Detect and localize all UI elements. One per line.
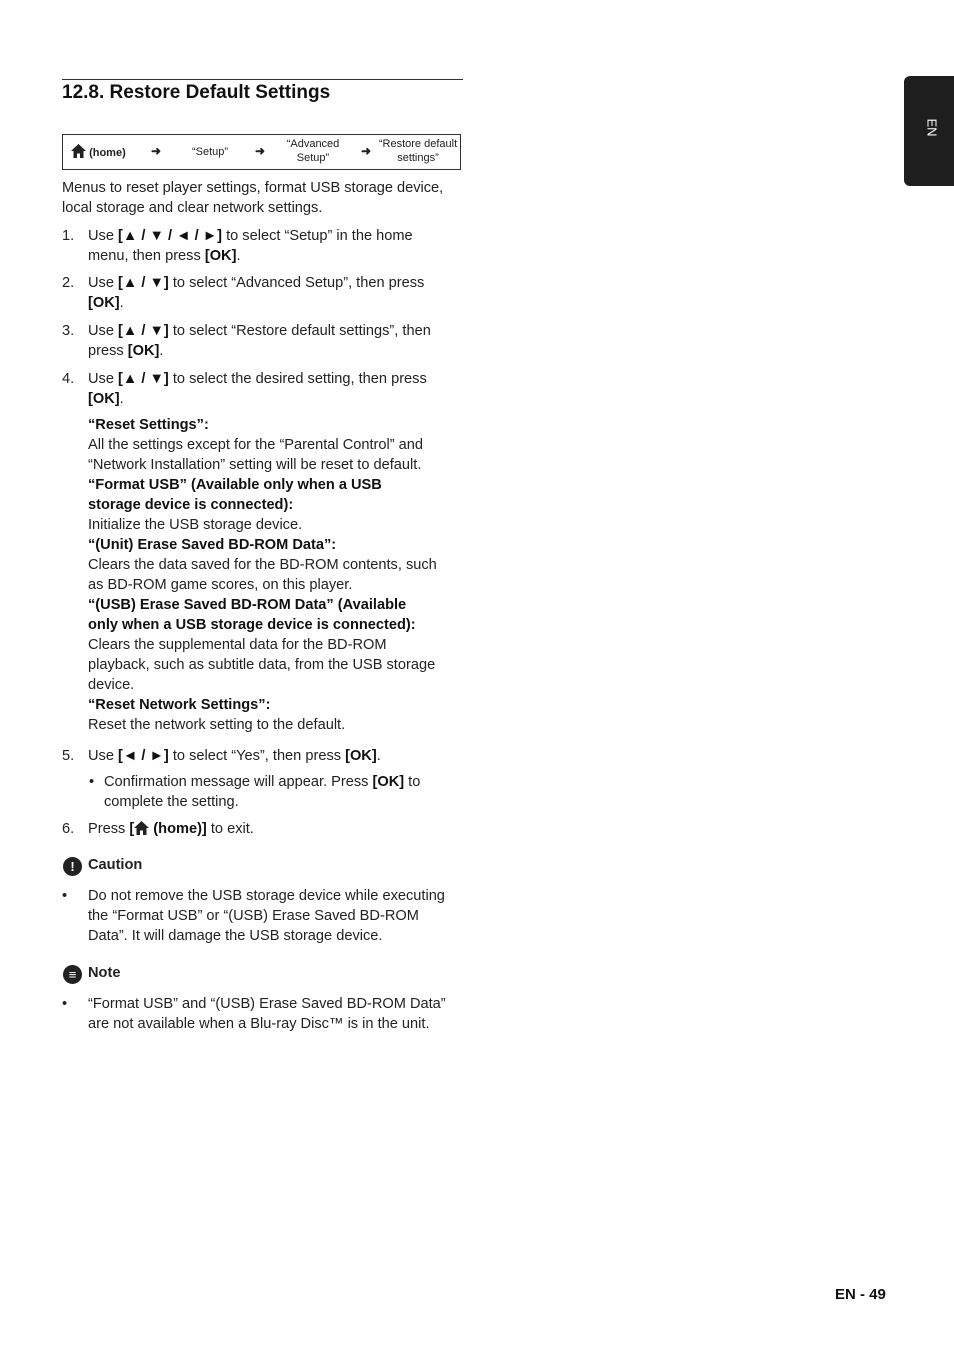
- ok-key-label: [OK]: [127, 343, 160, 359]
- section-title: 12.8. Restore Default Settings: [62, 82, 331, 103]
- option-reset-settings-title: “Reset Settings”:: [88, 417, 209, 433]
- options-list: [88, 415, 468, 735]
- key-label: [▲ / ▼]: [118, 323, 169, 339]
- option-text: Initialize the USB storage device.: [88, 517, 303, 533]
- nav-setup: “Setup”: [191, 146, 229, 158]
- note-label: Note: [88, 965, 121, 981]
- key-label: [▲ / ▼]: [118, 275, 169, 291]
- step-3: Use [▲ / ▼] to select “Restore default settings”, then press [OK].: [88, 323, 431, 359]
- step-5: Use [◄ / ►] to select “Yes”, then press [OK].: [88, 748, 381, 764]
- option-text: Clears the data saved for the BD-ROM contents, such: [88, 557, 437, 573]
- option-format-usb-title: storage device is connected):: [88, 497, 294, 513]
- option-reset-network-title: “Reset Network Settings”:: [88, 697, 271, 713]
- key-label: [▲ / ▼ / ◄ / ►]: [118, 228, 223, 244]
- home-icon: [71, 144, 86, 158]
- arrow-icon: ➜: [255, 144, 266, 158]
- step-number: 2.: [62, 275, 75, 291]
- text: Use: [88, 748, 119, 764]
- option-usb-erase-title: only when a USB storage device is connected):: [88, 617, 416, 633]
- note-line: are not available when a Blu-ray Disc™ is in the unit.: [88, 1016, 430, 1032]
- step-number: 3.: [62, 323, 75, 339]
- nav-home: [71, 144, 126, 160]
- text: to: [404, 774, 421, 790]
- nav-restore-default: [376, 137, 460, 165]
- option-text: as BD-ROM game scores, on this player.: [88, 577, 353, 593]
- text: menu, then press: [88, 248, 205, 264]
- ok-key-label: [OK]: [204, 248, 237, 264]
- ok-key-label: [OK]: [88, 295, 120, 311]
- nav-restore-line2: settings”: [397, 152, 439, 164]
- bullet: •: [62, 888, 68, 904]
- menu-path-box: [62, 134, 461, 170]
- note-text: [88, 994, 468, 1034]
- note-line: “Format USB” and “(USB) Erase Saved BD-ROM Data”: [88, 996, 446, 1012]
- caution-label: Caution: [88, 857, 143, 873]
- step-1: Use [▲ / ▼ / ◄ / ►] to select “Setup” in the home menu, then press [OK].: [88, 228, 413, 264]
- step-number: 5.: [62, 748, 75, 764]
- ok-key-label: [OK]: [372, 774, 405, 790]
- option-text: Clears the supplemental data for the BD-ROM: [88, 637, 387, 653]
- option-text: Reset the network setting to the default.: [88, 717, 346, 733]
- arrow-icon: ➜: [361, 144, 372, 158]
- ok-key-label: [OK]: [345, 748, 377, 764]
- text: to select “Restore default settings”, then: [168, 323, 431, 339]
- text: Use: [88, 275, 119, 291]
- text: Confirmation message will appear. Press: [104, 774, 373, 790]
- key-label: [▲ / ▼]: [118, 371, 169, 387]
- caution-text: [88, 886, 468, 946]
- text: to select “Setup” in the home: [222, 228, 413, 244]
- title-rule: [62, 79, 463, 80]
- page-number: EN - 49: [835, 1286, 886, 1303]
- ok-key-label: [OK]: [88, 391, 120, 407]
- step-4: Use [▲ / ▼] to select the desired setting, then press [OK].: [88, 371, 427, 407]
- language-tab-label: EN: [924, 118, 940, 137]
- bullet: •: [62, 996, 68, 1012]
- key-label: [: [129, 821, 135, 837]
- nav-advanced-line1: “Advanced: [286, 138, 340, 150]
- step-number: 6.: [62, 821, 75, 837]
- step-6: [88, 819, 468, 839]
- key-label: [◄ / ►]: [118, 748, 169, 764]
- text: to select “Yes”, then press: [168, 748, 346, 764]
- note-icon: ≡: [63, 965, 82, 984]
- text: to select “Advanced Setup”, then press: [168, 275, 425, 291]
- nav-restore-line1: “Restore default: [378, 138, 458, 150]
- option-text: All the settings except for the “Parental Control” and: [88, 437, 424, 453]
- language-tab: [904, 76, 954, 186]
- nav-advanced-line2: Setup”: [296, 152, 330, 164]
- caution-line: the “Format USB” or “(USB) Erase Saved BD-ROM: [88, 908, 419, 924]
- text: Use: [88, 228, 119, 244]
- nav-home-label: (home): [89, 147, 126, 159]
- option-format-usb-title: “Format USB” (Available only when a USB: [88, 477, 382, 493]
- text: Use: [88, 371, 119, 387]
- caution-icon: !: [63, 857, 82, 876]
- text: press: [88, 343, 128, 359]
- text: to exit.: [206, 821, 254, 837]
- text: complete the setting.: [104, 794, 239, 810]
- option-usb-erase-title: “(USB) Erase Saved BD-ROM Data” (Available: [88, 597, 407, 613]
- text: Use: [88, 323, 119, 339]
- option-text: playback, such as subtitle data, from the USB storage: [88, 657, 436, 673]
- key-label: (home)]: [149, 821, 207, 837]
- bullet: •: [89, 774, 95, 790]
- option-text: “Network Installation” setting will be reset to default.: [88, 457, 422, 473]
- option-unit-erase-title: “(Unit) Erase Saved BD-ROM Data”:: [88, 537, 337, 553]
- nav-advanced-setup: [278, 137, 348, 165]
- step-number: 1.: [62, 228, 75, 244]
- caution-line: Data”. It will damage the USB storage device.: [88, 928, 383, 944]
- home-icon: [134, 821, 149, 835]
- arrow-icon: ➜: [151, 144, 162, 158]
- step-number: 4.: [62, 371, 75, 387]
- text: Press: [88, 821, 130, 837]
- step-2: Use [▲ / ▼] to select “Advanced Setup”, then press [OK].: [88, 275, 425, 311]
- step-5-sub: [104, 772, 464, 812]
- option-text: device.: [88, 677, 135, 693]
- caution-line: Do not remove the USB storage device while executing: [88, 888, 445, 904]
- text: to select the desired setting, then press: [168, 371, 427, 387]
- intro-paragraph: Menus to reset player settings, format USB storage device, local storage and clear network settings.: [62, 180, 444, 216]
